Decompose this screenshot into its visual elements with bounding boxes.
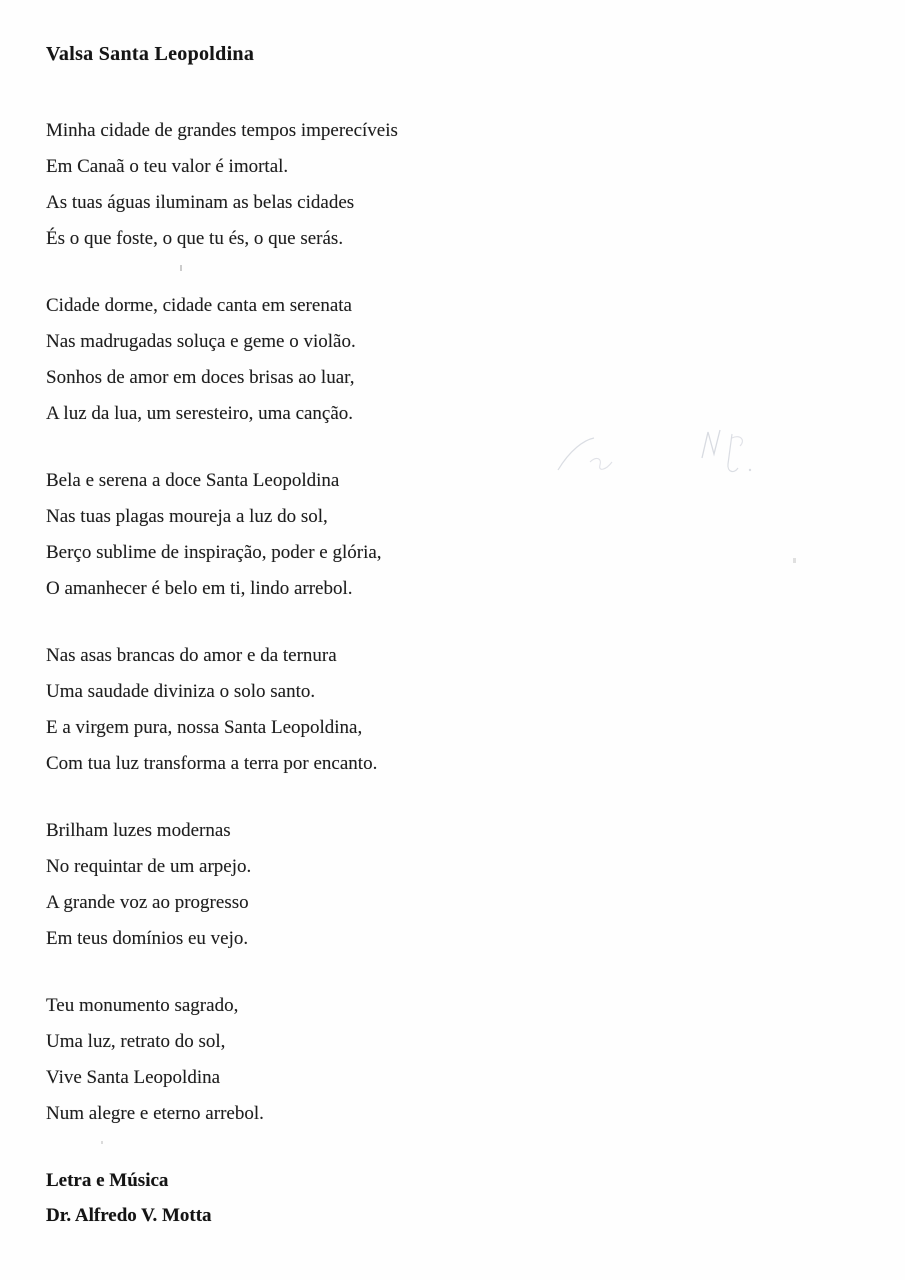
poem-line: Cidade dorme, cidade canta em serenata — [46, 295, 352, 316]
poem-line: A luz da lua, um seresteiro, uma canção. — [46, 403, 354, 424]
poem-stanza-3 — [46, 463, 866, 607]
poem-line: Uma saudade diviniza o solo santo. — [46, 681, 316, 702]
poem-line: Brilham luzes modernas — [46, 820, 231, 841]
poem-line: Com tua luz transforma a terra por encanto. — [46, 753, 378, 774]
poem-line: Em Canaã o teu valor é imortal. — [46, 156, 289, 177]
poem-line: Bela e serena a doce Santa Leopoldina — [46, 470, 340, 491]
poem-stanza-5 — [46, 813, 866, 957]
poem-line: A grande voz ao progresso — [46, 892, 249, 913]
poem-line: És o que foste, o que tu és, o que serás. — [46, 228, 344, 249]
poem-line: Nas tuas plagas moureja a luz do sol, — [46, 506, 328, 527]
poem-stanza-2 — [46, 288, 866, 432]
poem-stanza-1 — [46, 113, 866, 257]
poem-line: E a virgem pura, nossa Santa Leopoldina, — [46, 717, 363, 738]
credits-label: Letra e Música — [46, 1170, 169, 1191]
poem-line: Nas madrugadas soluça e geme o violão. — [46, 331, 356, 352]
poem-line: Nas asas brancas do amor e da ternura — [46, 645, 337, 666]
poem-line: Vive Santa Leopoldina — [46, 1067, 221, 1088]
poem-stanza-4 — [46, 638, 866, 782]
poem-line: Sonhos de amor em doces brisas ao luar, — [46, 367, 355, 388]
poem-line: O amanhecer é belo em ti, lindo arrebol. — [46, 578, 353, 599]
poem-line: Teu monumento sagrado, — [46, 995, 239, 1016]
page-title: Valsa Santa Leopoldina — [46, 43, 255, 65]
poem-line: Uma luz, retrato do sol, — [46, 1031, 226, 1052]
author-name: Dr. Alfredo V. Motta — [46, 1205, 212, 1226]
poem-line: Num alegre e eterno arrebol. — [46, 1103, 264, 1124]
poem-line: No requintar de um arpejo. — [46, 856, 252, 877]
poem-line: Berço sublime de inspiração, poder e glória, — [46, 542, 382, 563]
poem-stanza-6 — [46, 988, 866, 1132]
document-content — [46, 43, 866, 1233]
poem-line: Em teus domínios eu vejo. — [46, 928, 249, 949]
poem-line: As tuas águas iluminam as belas cidades — [46, 192, 355, 213]
credits-block — [46, 1163, 866, 1233]
poem-line: Minha cidade de grandes tempos imperecíveis — [46, 120, 398, 141]
